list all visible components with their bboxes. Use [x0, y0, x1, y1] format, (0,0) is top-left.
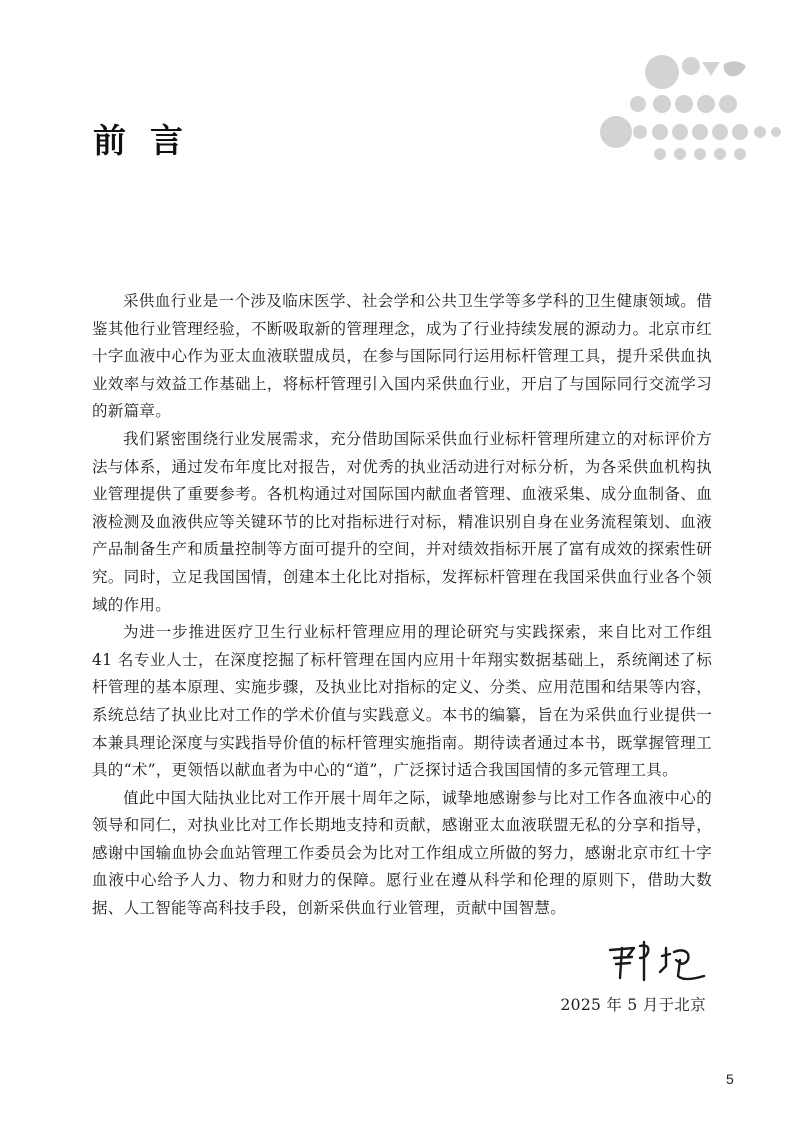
paragraph-1: 采供血行业是一个涉及临床医学、社会学和公共卫生学等多学科的卫生健康领域。借鉴其他行业管理经验，不断吸取新的管理理念，成为了行业持续发展的源动力。北京市红十字血液中心作为亚太血液联盟成员，在参与国际同行运用标杆管理工具，提升采供血执业效率与效益工作基础上，将标杆管理引入国内采供血行业，开启了与国际同行交流学习的新篇章。 [92, 292, 712, 421]
handwritten-signature-icon [604, 938, 714, 986]
page-title: 前言 [93, 121, 207, 160]
paragraph-4: 值此中国大陆执业比对工作开展十周年之际，诚挚地感谢参与比对工作各血液中心的领导和同仁，对执业比对工作长期地支持和贡献，感谢亚太血液联盟无私的分享和指导，感谢中国输血协会血站管理工作委员会为比对工作组成立所做的努力，感谢北京市红十字血液中心给予人力、物力和财力的保障。愿行业在遵从科学和伦理的原则下，借助大数据、人工智能等高科技手段，创新采供血行业管理，贡献中国智慧。 [92, 788, 712, 918]
preface-body [92, 288, 712, 923]
dot-grid-ornament-icon [590, 40, 790, 170]
page-number: 5 [726, 1071, 734, 1087]
paragraph-2: 我们紧密围绕行业发展需求，充分借助国际采供血行业标杆管理所建立的对标评价方法与体系，通过发布年度比对报告，对优秀的执业活动进行对标分析，为各采供血机构执业管理提供了重要参考。各机构通过对国际国内献血者管理、血液采集、成分血制备、血液检测及血液供应等关键环节的比对指标进行对标，精准识别自身在业务流程策划、血液产品制备生产和质量控制等方面可提升的空间，并对绩效指标开展了富有成效的探索性研究。同时，立足我国国情，创建本土化比对指标，发挥标杆管理在我国采供血行业各个领域的作用。 [92, 429, 712, 614]
date-place: 2025 年 5 月于北京 [560, 996, 706, 1014]
paragraph-3: 为进一步推进医疗卫生行业标杆管理应用的理论研究与实践探索，来自比对工作组 41 名专业人士，在深度挖掘了标杆管理在国内应用十年翔实数据基础上，系统阐述了标杆管理的基本原理、实施步骤，及执业比对指标的定义、分类、应用范围和结果等内容，系统总结了执业比对工作的学术价值与实践意义。本书的编纂，旨在为采供血行业提供一本兼具理论深度与实践指导价值的标杆管理实施指南。期待读者通过本书，既掌握管理工具的“术”，更领悟以献血者为中心的“道”，广泛探讨适合我国国情的多元管理工具。 [92, 623, 712, 780]
